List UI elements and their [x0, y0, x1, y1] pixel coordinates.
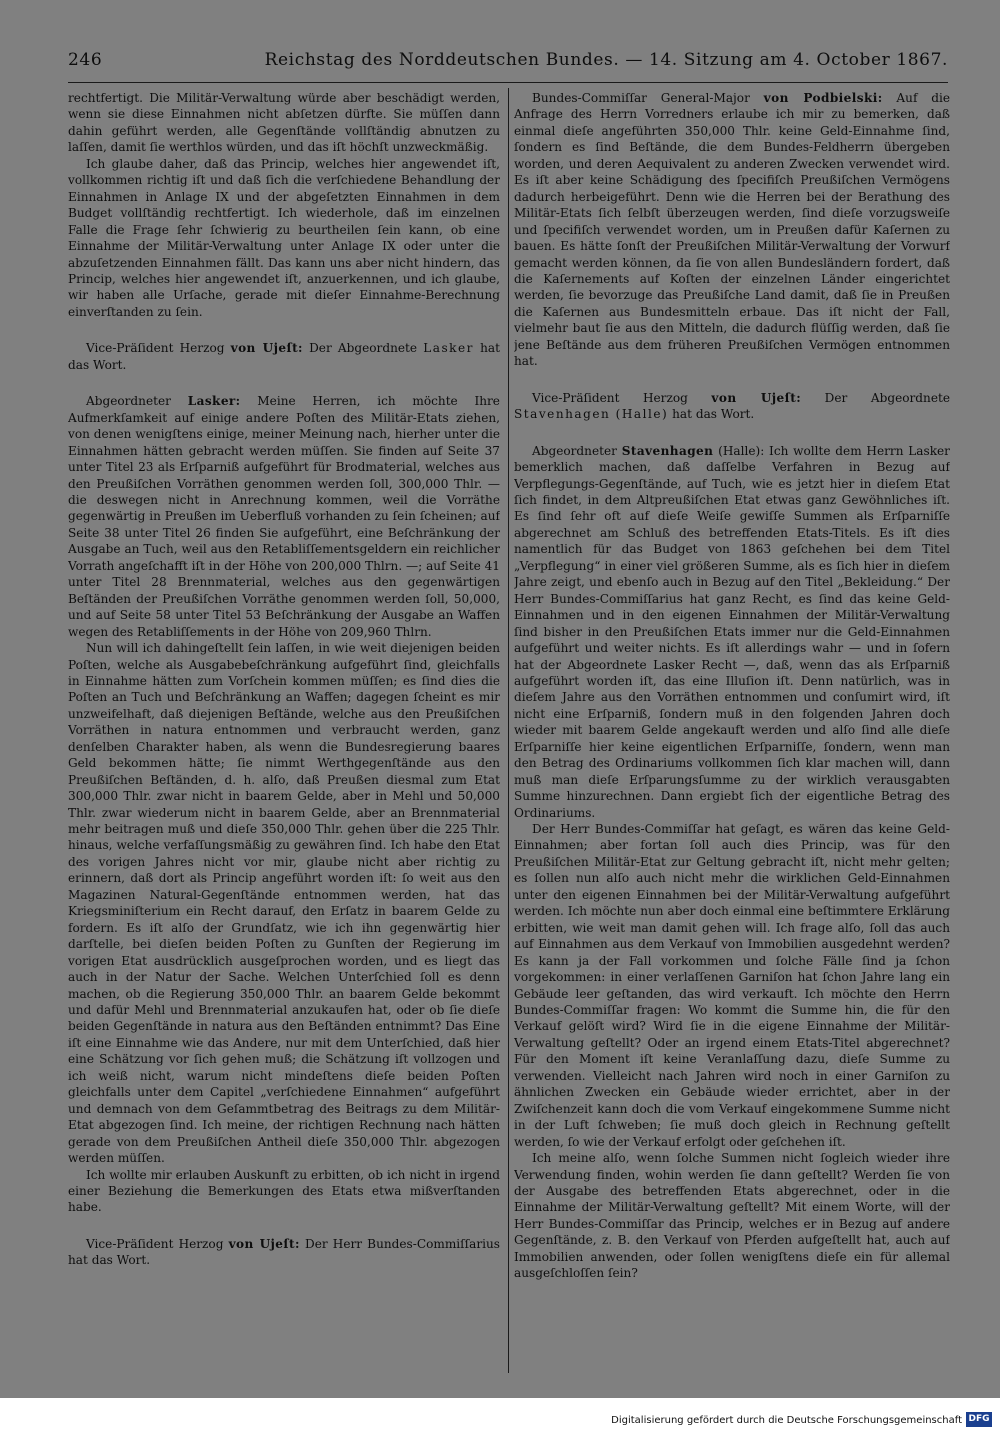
speaker-role: Bundes-Commiſſar General-Major [532, 91, 750, 105]
speaker-name: Lasker: [187, 394, 241, 409]
header-rule [68, 82, 948, 83]
paragraph: Ich wollte mir erlauben Auskunft zu erbitten, ob ich nicht in irgend einer Beziehung die Bemerkungen des Etats etwa mißverſtanden habe. [68, 1167, 500, 1215]
column-divider [508, 88, 509, 1373]
dfg-logo: DFG [966, 1412, 992, 1427]
speech-lasker [68, 393, 500, 1216]
paragraph: Ich glaube daher, daß das Princip, welches hier angewendet iſt, vollkommen richtig iſt und daß ſich die verſchiedene Behandlung der Einnahmen in Anlage IX und der abgeſetzten Einnahmen in dem Budget vollſtändig rechtfertigt. Ich wiederhole, daß im einzelnen Falle die Frage ſehr ſchwierig zu beurtheilen ſein kann, ob eine Einnahme der Militär-Verwaltung unter Anlage IX oder unter die abzuſetzenden Einnahmen fällt. Das kann uns aber nicht hindern, das Princip, welches hier angewendet iſt, anzuerkennen, und ich glaube, wir haben alle Urſache, gerade mit dieſer Einnahme-Berechnung einverſtanden zu ſein. [68, 156, 500, 319]
announcement-end: hat das Wort. [68, 341, 500, 372]
page-number: 246 [68, 50, 103, 70]
speaker-name: von Podbielski: [763, 91, 883, 105]
speaker-name: von Ujeſt: [711, 390, 802, 405]
speech-stavenhagen [514, 443, 950, 1282]
speech-text: Auf die Anfrage des Herrn Vorredners erlaube ich mir zu bemerken, daß einmal dieſe angeführten 350,000 Thlr. keine Geld-Einnahme ſind, ſondern es ſind Beſtände, die dem Bundes-Feldherrn übergeben worden, und deren Aequivalent zu anderen Zwecken verwendet wird. Es iſt aber keine Schädigung des ſpecifiſch Preußiſchen Vermögens dadurch herbeigeführt. Denn wie die Herren bei der Berathung des Militär-Etats ſich ſelbſt überzeugen werden, ſind dieſe vorzugsweiſe und ſpecifiſch verwendet worden, um in Preußen dafür Kaſernen zu bauen. Es hätte ſonſt der Preußiſchen Militär-Verwaltung der Vorwurf gemacht werden können, da ſie von allen Bundesländern fordert, daß die Kaſernements auf Koſten der einzelnen Länder eingerichtet werden, ſie bevorzuge das Preußiſche Land damit, daß ſie in Preußen die Kaſernen aus Bundesmitteln erbaue. Das iſt nicht der Fall, vielmehr baut ſie aus den Mitteln, die dadurch flüſſig werden, daß ſie jene Beſtände aus dem früheren Preußiſchen Vermögen entnommen hat. [514, 91, 950, 369]
speech-podbielski [514, 90, 950, 370]
paragraph [514, 443, 950, 821]
paragraph: Nun will ich dahingeſtellt ſein laſſen, in wie weit diejenigen beiden Poſten, welche als Ausgabebeſchränkung aufgeführt ſind, gleichfalls in Einnahme hätten zum Vorſchein kommen müſſen; es ſind dies die Poſten an Tuch und Beſchränkung an Waffen; dagegen ſcheint es mir unzweifelhaft, daß diejenigen Beſtände, welche aus den Preußiſchen Vorräthen in natura entnommen und verbraucht werden, ganz denſelben Charakter haben, als wenn die Bundesregierung baares Geld bekommen hätte; ſie nimmt Werthgegenſtände aus den Preußiſchen Beſtänden, d. h. alſo, daß Preußen diesmal zum Etat 300,000 Thlr. zwar nicht in baarem Gelde, aber in Mehl und 50,000 Thlr. zwar wiederum nicht in baarem Gelde, aber an Brennmaterial mehr beitragen muß und dieſe 350,000 Thlr. gehen über die 225 Thlr. hinaus, welche verfaſſungsmäßig zu gewähren ſind. Ich habe den Etat des vorigen Jahres nicht vor mir, glaube nicht aber richtig zu erinnern, daß dort als Princip angeführt worden iſt: ſo weit aus den Magazinen Natural-Gegenſtände entnommen werden, hat das Kriegsminiſterium ein Recht darauf, den Erſatz in baarem Gelde zu fordern. Es iſt alſo der Grundſatz, wie ich ihn gegenwärtig hier darſtelle, bei dieſen beiden Poſten zu Gunſten der Regierung im vorigen Etat ausdrücklich ausgeſprochen worden, und es liegt das auch in der Natur der Sache. Welchen Unterſchied ſoll es denn machen, ob die Regierung 350,000 Thlr. an baarem Gelde bekommt und dafür Mehl und Brennmaterial anzukaufen hat, oder ob ſie dieſe beiden Gegenſtände in natura aus den Beſtänden entnimmt? Das Eine iſt eine Einnahme wie das Andere, nur mit dem Unterſchied, daß hier eine Schätzung vor ſich gehen muß; die Schätzung iſt vollzogen und ich weiß nicht, warum nicht mindeſtens dieſe beiden Poſten gleichfalls unter dem Capitel „verſchiedene Einnahmen“ aufgeführt und demnach von dem Geſammtbetrag des Beitrags zu dem Militär-Etat abgezogen ſind. Ich meine, der richtigen Rechnung nach hätten gerade von dem Preußiſchen Antheil dieſe 350,000 Thlr. abgezogen werden müſſen. [68, 641, 500, 1166]
called-speaker: Stavenhagen (Halle) [514, 407, 669, 422]
paragraph [514, 90, 950, 370]
speaker-role: Vice-Präſident Herzog [86, 1236, 224, 1251]
speech-continuation [68, 90, 500, 320]
speech-text: Meine Herren, ich möchte Ihre Aufmerkſamkeit auf einige andere Poſten des Militär-Etats ziehen, von denen wenigſtens einige, meiner Meinung nach, hierher unter die Einnahmen hätten gebracht werden müſſen. Sie finden auf Seite 37 unter Titel 23 als Erſparniß aufgeführt für Brodmaterial, welches aus den Preußiſchen Vorräthen genommen werden ſoll, 300,000 Thlr. — die deswegen nicht in Anrechnung kommen, weil die Vorräthe gegenwärtig in Preußen im Ueberfluß vorhanden zu ſein ſcheinen; auf Seite 38 unter Titel 26 finden Sie aufgeführt, eine Beſchränkung der Ausgabe an Tuch, weil aus den Retabliſſementsgeldern ein reichlicher Vorrath angeſchafft iſt in der Höhe von 200,000 Thlrn. —; auf Seite 41 unter Titel 28 Brennmaterial, welches aus den gegenwärtigen Beſtänden der Preußiſchen Vorräthe genommen werden ſoll, 50,000, und auf Seite 58 unter Titel 53 Beſchränkung der Ausgabe an Waffen wegen des Retabliſſements in der Höhe von 209,960 Thlrn. [68, 394, 500, 639]
page-header [68, 50, 948, 80]
announcement-end: hat das Wort. [672, 407, 755, 422]
speech-announcement [68, 1236, 500, 1269]
funding-notice: Digitalisierung gefördert durch die Deutsche Forschungsgemeinschaft [611, 1415, 962, 1426]
speaker-role: Abgeordneter [532, 443, 617, 458]
announcement-text: Der Herr Bundes-Commiſſarius hat das Wort. [68, 1236, 500, 1268]
speaker-role: Vice-Präſident Herzog [86, 341, 225, 356]
paragraph [68, 340, 500, 373]
speaker-name: von Ujeſt: [230, 341, 303, 356]
speaker-name: von Ujeſt: [228, 1236, 300, 1251]
running-title: Reichstag des Norddeutschen Bundes. — 14. Sitzung am 4. October 1867. [264, 50, 948, 70]
speech-announcement [68, 340, 500, 373]
paragraph [514, 390, 950, 423]
called-speaker: Lasker [423, 341, 474, 356]
speech-text: (Halle): Ich wollte dem Herrn Lasker bemerklich machen, daß daſſelbe Verfahren in Bezug auf Verpflegungs-Gegenſtände, auf Tuch, wie es jetzt hier in dieſem Etat ſich findet, in dem Altpreußiſchen Etat etwas ganz Gewöhnliches iſt. Es ſind ſehr oft auf dieſe Weiſe gewiſſe Summen als Erſparniſſe abgerechnet am Schluß des betreffenden Etats-Titels. Es iſt dies namentlich für das Budget von 1863 geſchehen bei dem Titel „Verpflegung“ in einer viel größeren Summe, als es ſich hier in dieſem Jahre zeigt, und ebenſo auch in Bezug auf den Titel „Bekleidung.“ Der Herr Bundes-Commiſſarius hat ganz Recht, es ſind das keine Geld-Einnahmen und in den eigenen Einnahmen der Militär-Verwaltung ſind bisher in den Preußiſchen Etats immer nur die Geld-Einnahmen aufgeführt und weiter nichts. Es iſt allerdings wahr — und in ſofern hat der Abgeordnete Lasker Recht —, daß, wenn das als Erſparniß aufgeführt worden iſt, das eine Illuſion iſt. Denn natürlich, was in dieſem Jahre aus den Vorräthen entnommen und conſumirt wird, iſt nicht eine Erſparniß, ſondern muß in den folgenden Jahren doch wieder mit baarem Gelde angekauft werden und alſo ſind alle dieſe Erſparniſſe hier keine eigentlichen Erſparniſſe, ſondern, wenn man den Betrag des Ordinariums vollkommen ſich klar machen will, dann muß man dieſe Erſparungsſumme zu der wirklich verausgabten Summe hinzurechnen. Dann ergiebt ſich der eigentliche Betrag des Ordinariums. [514, 443, 950, 820]
footer-bar [0, 1398, 1000, 1432]
right-column [514, 90, 950, 1375]
paragraph [68, 393, 500, 640]
speaker-role: Vice-Präſident Herzog [532, 390, 688, 405]
announcement-text: Der Abgeordnete [824, 390, 950, 405]
paragraph: Ich meine alſo, wenn ſolche Summen nicht ſogleich wieder ihre Verwendung finden, wohin werden ſie dann geſtellt? Werden ſie von der Ausgabe des betreffenden Etats abgerechnet, oder in die Einnahme der Militär-Verwaltung geſtellt? Mit einem Worte, will der Herr Bundes-Commiſſar das Princip, welches er in Bezug auf andere Gegenſtände, z. B. den Verkauf von Pferden aufgeſtellt hat, auch auf Immobilien anwenden, oder ſollen wenigſtens dieſe ein für allemal ausgeſchloſſen ſein? [514, 1151, 950, 1281]
paragraph: rechtfertigt. Die Militär-Verwaltung würde aber beschädigt werden, wenn sie diese Einnahmen nicht abſetzen dürfte. Sie müſſen dann dahin geführt werden, alle Gegenſtände vollſtändig abnutzen zu laſſen, damit ſie werthlos würden, und das iſt höchſt unzweckmäßig. [68, 91, 500, 155]
speaker-name: Stavenhagen [621, 443, 714, 458]
left-column [68, 90, 500, 1375]
speech-announcement [514, 390, 950, 423]
paragraph: Der Herr Bundes-Commiſſar hat geſagt, es wären das keine Geld-Einnahmen; aber fortan ſoll auch dies Princip, was für den Preußiſchen Militär-Etat zur Geltung gebracht iſt, nicht mehr gelten; es ſollen nun alſo auch nicht mehr die wirklichen Geld-Einnahmen unter den eigenen Einnahmen bei der Militär-Verwaltung aufgeführt werden. Ich möchte nun aber doch einmal eine beſtimmtere Erklärung erbitten, wie weit man damit gehen will. Ich frage alſo, ſoll das auch auf Einnahmen aus dem Verkauf von Immobilien ausgedehnt werden? Es kann ja der Fall vorkommen und ſolche Fälle ſind ja ſchon vorgekommen: in einer verlaſſenen Garniſon hat ſchon Jahre lang ein Gebäude leer geſtanden, das wird verkauft. Ich möchte den Herrn Bundes-Commiſſar fragen: Wo kommt die Summe hin, die für den Verkauf gelöſt wird? Wird ſie in die eigene Einnahme der Militär-Verwaltung geſtellt? Oder an irgend einem Etats-Titel abgerechnet? Für den Moment iſt keine Veranlaſſung dazu, dieſe Summe zu verwenden. Vielleicht nach Jahren wird noch in einer Garniſon zu ähnlichen Zwecken ein Gebäude wieder errichtet, aber in der Zwiſchenzeit kann doch die vom Verkauf eingekommene Summe nicht in der Luft ſchweben; ſie muß doch gleich in Rechnung geſtellt werden, ſo wie der Verkauf erfolgt oder geſchehen iſt. [514, 822, 950, 1149]
paragraph [68, 1236, 500, 1269]
speaker-role: Abgeordneter [86, 394, 171, 409]
announcement-text: Der Abgeordnete [309, 341, 418, 356]
